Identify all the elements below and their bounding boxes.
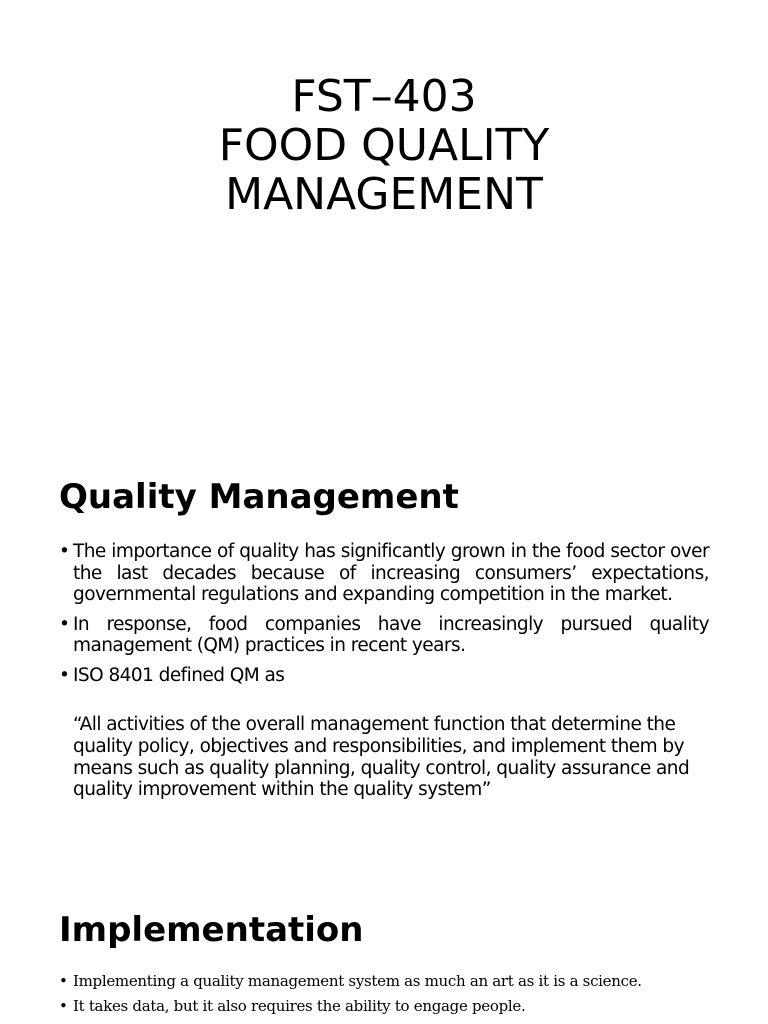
list-item: • Implementing a quality management system as much an art as it is a science. — [59, 972, 709, 991]
list-item: • It takes data, but it also requires the ability to engage people. — [59, 997, 709, 1016]
implementation-bullet-list — [59, 972, 709, 1022]
iso-definition-quote: “All activities of the overall management function that determine the quality policy, objectives and responsibilities, and implement them by means such as quality planning, quality control, quality assurance and quality improvement within the quality system” — [73, 714, 690, 801]
quality-management-heading: Quality Management — [59, 477, 459, 517]
quality-management-bullet-list — [59, 541, 709, 694]
course-title-line-2: MANAGEMENT — [225, 169, 543, 220]
list-item: • In response, food companies have increasingly pursued quality management (QM) practices in recent years. — [59, 614, 709, 657]
implementation-heading: Implementation — [59, 910, 364, 950]
page-title — [0, 72, 768, 219]
list-item: • ISO 8401 defined QM as — [59, 665, 709, 687]
course-title-line-1: FOOD QUALITY — [218, 120, 550, 171]
list-item: • The importance of quality has significantly grown in the food sector over the last decades because of increasing consumers’ expectations, governmental regulations and expanding competition in the market. — [59, 541, 709, 606]
course-code: FST–403 — [291, 71, 477, 122]
